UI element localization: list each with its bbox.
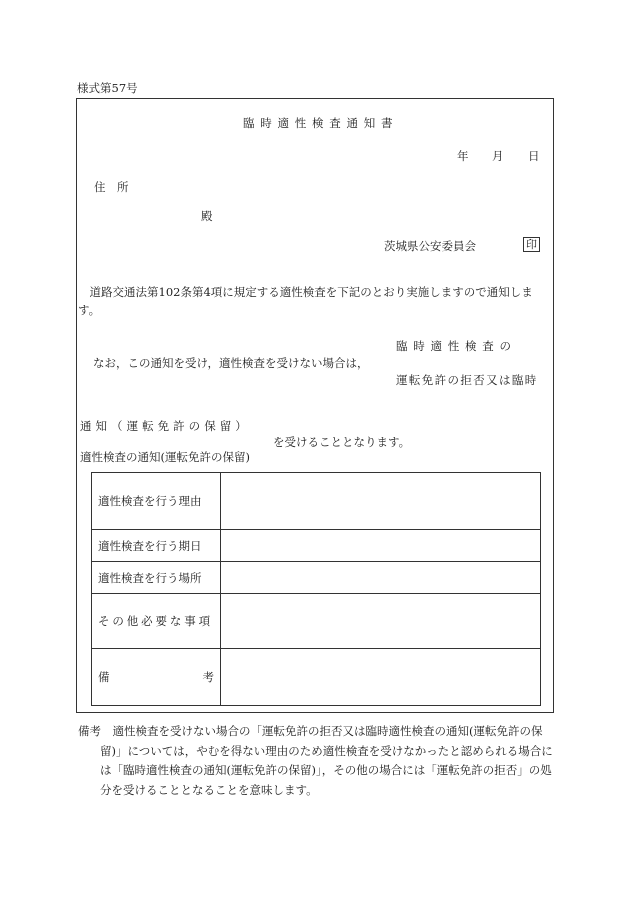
- issuer-name: 茨城県公安委員会: [384, 239, 476, 253]
- footnote-text: 適性検査を受けない場合の「運転免許の拒否又は臨時適性検査の通知(運転免許の保留)」については，やむを得ない理由のため適性検査を受けなかったと認められる場合には「臨時適性検査の通知(運転免許の保留)」，その他の場合には「運転免許の拒否」の処分を受けることとなることを意味します。: [100, 724, 553, 797]
- table-row: [92, 649, 541, 706]
- address-label: 住 所: [94, 180, 129, 194]
- table-row: [92, 594, 541, 649]
- row-value-remarks: [221, 649, 541, 706]
- main-text: [78, 283, 550, 319]
- row-value-other: [221, 594, 541, 649]
- remarks-label-char: 備: [98, 670, 110, 684]
- remarks-label: [98, 669, 214, 685]
- row-label-remarks: [92, 649, 221, 706]
- document-title: 臨時適性検査通知書: [243, 116, 399, 130]
- row-label-reason: 適性検査を行う理由: [92, 473, 221, 530]
- date-month: 月: [492, 149, 504, 163]
- notice-option-2b: 適性検査の通知(運転免許の保留): [80, 450, 250, 464]
- row-label-other: その他必要な事項: [92, 594, 221, 649]
- footnote: [78, 722, 554, 800]
- form-number: 様式第57号: [77, 81, 138, 95]
- notice-option-1a: 臨時適性検査の: [396, 339, 517, 353]
- main-text-body: 道路交通法第102条第4項に規定する適性検査を下記のとおり実施しますので通知します。: [78, 285, 533, 317]
- row-value-reason: [221, 473, 541, 530]
- footnote-label: 備考: [78, 724, 101, 738]
- seal-text: 印: [523, 237, 540, 252]
- seal-box: [523, 237, 540, 252]
- inspection-table: [91, 472, 541, 706]
- notice-option-2a: 運転免許の拒否又は臨時: [396, 373, 538, 387]
- date-year: 年: [457, 149, 469, 163]
- row-value-place: [221, 562, 541, 594]
- row-label-date: 適性検査を行う期日: [92, 530, 221, 562]
- notice-prefix: なお，この通知を受け，適性検査を受けない場合は，: [93, 356, 369, 370]
- row-value-date: [221, 530, 541, 562]
- notice-suffix: を受けることとなります。: [273, 435, 411, 449]
- row-label-place: 適性検査を行う場所: [92, 562, 221, 594]
- honorific: 殿: [201, 209, 213, 223]
- table-row: [92, 530, 541, 562]
- table-row: [92, 562, 541, 594]
- table-row: [92, 473, 541, 530]
- date-day: 日: [528, 149, 540, 163]
- notice-option-1b: 通知（運転免許の保留）: [80, 419, 251, 433]
- remarks-label-char: 考: [202, 670, 214, 684]
